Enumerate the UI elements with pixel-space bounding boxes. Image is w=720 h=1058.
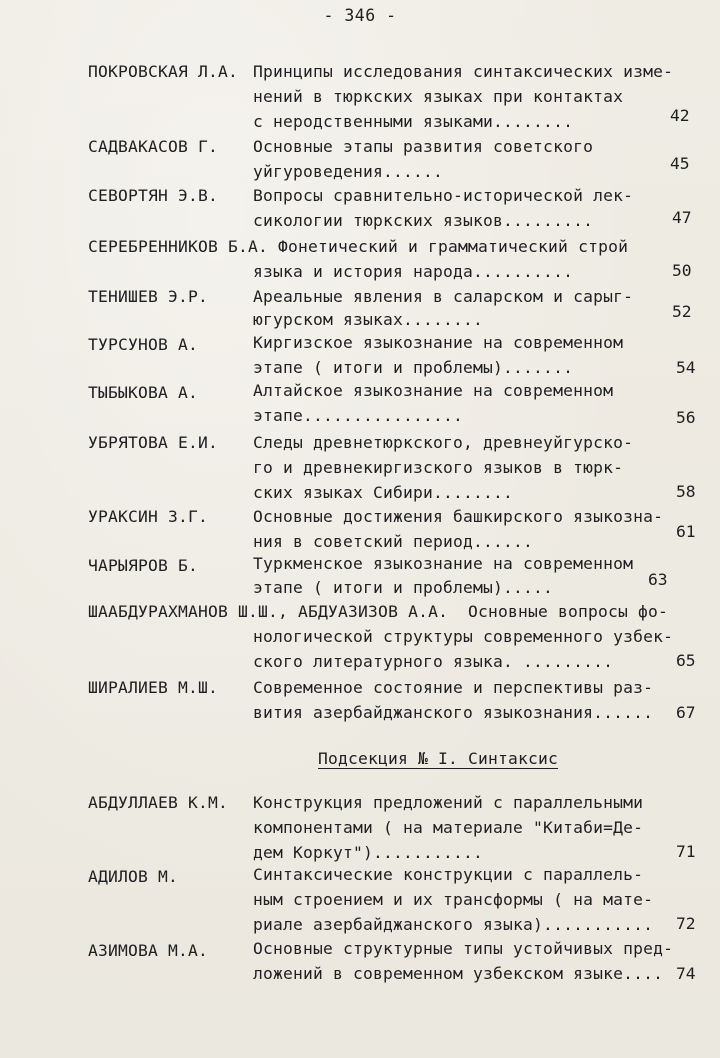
entry-page: 42 <box>670 106 690 125</box>
entry-page: 52 <box>672 302 692 321</box>
entry-author: УБРЯТОВА Е.И. <box>88 433 219 452</box>
entry-title-line: югурском языках........ <box>253 310 484 329</box>
entry-author: УРАКСИН З.Г. <box>88 507 209 526</box>
entry-title-line: с неродственными языками........ <box>253 112 574 131</box>
entry-page: 72 <box>676 914 696 933</box>
entry-title-line: ным строением и их трансформы ( на мате- <box>253 890 654 909</box>
entry-title-line: языка и история народа.......... <box>253 262 574 281</box>
entry-title-line: Принципы исследования синтаксических изме- <box>253 62 674 81</box>
entry-title-line: го и древнекиргизского языков в тюрк- <box>253 458 624 477</box>
entry-title-line: Ареальные явления в саларском и сарыг- <box>253 287 634 306</box>
entry-author: ТЕНИШЕВ Э.Р. <box>88 287 209 306</box>
entry-page: 61 <box>676 522 696 541</box>
entry-title-line: Вопросы сравнительно-исторической лек- <box>253 186 634 205</box>
entry-title-line: Конструкция предложений с параллельными <box>253 793 644 812</box>
entry-page: 74 <box>676 964 696 983</box>
entry-title-line: вития азербайджанского языкознания...... <box>253 703 654 722</box>
entry-title-line: ских языках Сибири........ <box>253 483 514 502</box>
entry-author: ТУРСУНОВ А. <box>88 335 199 354</box>
entry-title-line: компонентами ( на материале "Китаби=Де- <box>253 818 644 837</box>
entry-title-line: Синтаксические конструкции с параллель- <box>253 865 644 884</box>
entry-page: 71 <box>676 842 696 861</box>
entry-page: 50 <box>672 261 692 280</box>
entry-title-line: Современное состояние и перспективы раз- <box>253 678 654 697</box>
entry-title-line: Туркменское языкознание на современном <box>253 554 634 573</box>
entry-title-line: Алтайское языкознание на современном <box>253 381 614 400</box>
entry-title-line: ложений в современном узбекском языке.... <box>253 964 664 983</box>
entry-page: 54 <box>676 358 696 377</box>
entry-author: ТЫБЫКОВА А. <box>88 383 199 402</box>
entry-title-line: Основные достижения башкирского языкозна- <box>253 507 664 526</box>
entry-page: 63 <box>648 570 668 589</box>
entry-title-line: риале азербайджанского языка)........... <box>253 915 654 934</box>
entry-title-line: нологической структуры современного узбек- <box>253 627 674 646</box>
entry-title-line: Киргизское языкознание на современном <box>253 333 624 352</box>
entry-title-line: Следы древнетюркского, древнеуйгурско- <box>253 433 634 452</box>
entry-title-line: Основные структурные типы устойчивых пред- <box>253 939 674 958</box>
entry-title-line: Фонетический и грамматический строй <box>278 237 629 256</box>
entry-author: СЕВОРТЯН Э.В. <box>88 186 219 205</box>
entry-page: 58 <box>676 482 696 501</box>
entry-title-line: Основные вопросы фо- <box>468 602 669 621</box>
entry-title-line: дем Коркут")........... <box>253 843 484 862</box>
entry-title-line: нений в тюркских языках при контактах <box>253 87 624 106</box>
entry-page: 56 <box>676 408 696 427</box>
section-heading: Подсекция № I. Синтаксис <box>318 749 559 768</box>
entry-page: 47 <box>672 208 692 227</box>
entry-author: АДИЛОВ М. <box>88 867 179 886</box>
entry-title-line: этапе ( итоги и проблемы)..... <box>253 578 554 597</box>
entry-title-line: ния в советский период...... <box>253 532 534 551</box>
entry-title-line: этапе ( итоги и проблемы)....... <box>253 358 574 377</box>
entry-author: ЧАРЫЯРОВ Б. <box>88 556 199 575</box>
entry-page: 65 <box>676 651 696 670</box>
entry-author: ПОКРОВСКАЯ Л.А. <box>88 62 239 81</box>
entry-author: САДВАКАСОВ Г. <box>88 137 219 156</box>
entry-author: ШААБДУРАХМАНОВ Ш.Ш., АБДУАЗИЗОВ А.А. <box>88 602 449 621</box>
entry-page: 45 <box>670 154 690 173</box>
entry-author: ШИРАЛИЕВ М.Ш. <box>88 678 219 697</box>
entry-author: АБДУЛЛАЕВ К.М. <box>88 793 229 812</box>
entry-page: 67 <box>676 703 696 722</box>
entry-title-line: этапе................ <box>253 406 464 425</box>
entry-title-line: сикологии тюркских языков......... <box>253 211 594 230</box>
entry-title-line: ского литературного языка. ......... <box>253 652 614 671</box>
entry-title-line: Основные этапы развития советского <box>253 137 594 156</box>
entry-author: СЕРЕБРЕННИКОВ Б.А. <box>88 237 269 256</box>
entry-author: АЗИМОВА М.А. <box>88 941 209 960</box>
entry-title-line: уйгуроведения...... <box>253 162 444 181</box>
page-number: - 346 - <box>323 6 397 25</box>
